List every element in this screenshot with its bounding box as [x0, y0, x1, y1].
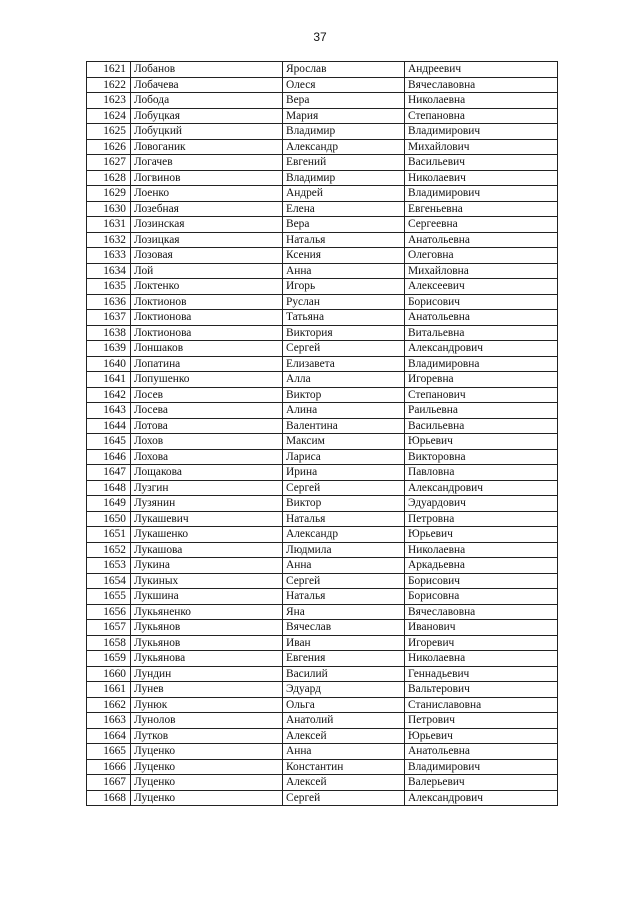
table-row [87, 434, 558, 450]
first-name-cell: Ольга [283, 697, 405, 713]
last-name-cell: Лунюк [131, 697, 283, 713]
row-number-cell: 1662 [87, 697, 131, 713]
row-number-cell: 1623 [87, 93, 131, 109]
first-name-cell: Алла [283, 372, 405, 388]
patronymic-cell: Юрьевич [405, 527, 558, 543]
patronymic-cell: Николаевич [405, 170, 558, 186]
first-name-cell: Лариса [283, 449, 405, 465]
last-name-cell: Луценко [131, 759, 283, 775]
last-name-cell: Логвинов [131, 170, 283, 186]
patronymic-cell: Андреевич [405, 62, 558, 78]
first-name-cell: Вера [283, 93, 405, 109]
last-name-cell: Лой [131, 263, 283, 279]
row-number-cell: 1667 [87, 775, 131, 791]
row-number-cell: 1646 [87, 449, 131, 465]
table-row [87, 682, 558, 698]
patronymic-cell: Владимирович [405, 186, 558, 202]
first-name-cell: Иван [283, 635, 405, 651]
first-name-cell: Александр [283, 139, 405, 155]
last-name-cell: Лутков [131, 728, 283, 744]
table-row [87, 620, 558, 636]
row-number-cell: 1645 [87, 434, 131, 450]
patronymic-cell: Витальевна [405, 325, 558, 341]
row-number-cell: 1621 [87, 62, 131, 78]
row-number-cell: 1648 [87, 480, 131, 496]
last-name-cell: Лукьянов [131, 620, 283, 636]
row-number-cell: 1625 [87, 124, 131, 140]
row-number-cell: 1629 [87, 186, 131, 202]
first-name-cell: Мария [283, 108, 405, 124]
row-number-cell: 1668 [87, 790, 131, 806]
patronymic-cell: Михайловна [405, 263, 558, 279]
first-name-cell: Игорь [283, 279, 405, 295]
row-number-cell: 1622 [87, 77, 131, 93]
table-row [87, 542, 558, 558]
patronymic-cell: Анатольевна [405, 232, 558, 248]
first-name-cell: Евгения [283, 651, 405, 667]
table-row [87, 263, 558, 279]
patronymic-cell: Михайлович [405, 139, 558, 155]
patronymic-cell: Александрович [405, 480, 558, 496]
row-number-cell: 1636 [87, 294, 131, 310]
last-name-cell: Лукашова [131, 542, 283, 558]
first-name-cell: Сергей [283, 341, 405, 357]
patronymic-cell: Александрович [405, 790, 558, 806]
table-row [87, 387, 558, 403]
first-name-cell: Вера [283, 217, 405, 233]
page-number: 37 [313, 30, 327, 44]
patronymic-cell: Валерьевич [405, 775, 558, 791]
first-name-cell: Наталья [283, 589, 405, 605]
table-row [87, 356, 558, 372]
patronymic-cell: Борисовна [405, 589, 558, 605]
row-number-cell: 1653 [87, 558, 131, 574]
last-name-cell: Лобуцкая [131, 108, 283, 124]
last-name-cell: Локтионов [131, 294, 283, 310]
table-row [87, 790, 558, 806]
row-number-cell: 1663 [87, 713, 131, 729]
first-name-cell: Эдуард [283, 682, 405, 698]
table-row [87, 341, 558, 357]
last-name-cell: Лобуцкий [131, 124, 283, 140]
patronymic-cell: Вячеславовна [405, 604, 558, 620]
table-row [87, 527, 558, 543]
first-name-cell: Олеся [283, 77, 405, 93]
row-number-cell: 1637 [87, 310, 131, 326]
first-name-cell: Ярослав [283, 62, 405, 78]
last-name-cell: Луценко [131, 744, 283, 760]
last-name-cell: Лукина [131, 558, 283, 574]
first-name-cell: Алексей [283, 728, 405, 744]
first-name-cell: Виктор [283, 496, 405, 512]
row-number-cell: 1664 [87, 728, 131, 744]
patronymic-cell: Сергеевна [405, 217, 558, 233]
first-name-cell: Анатолий [283, 713, 405, 729]
table-row [87, 325, 558, 341]
last-name-cell: Лунев [131, 682, 283, 698]
table-row [87, 139, 558, 155]
row-number-cell: 1640 [87, 356, 131, 372]
last-name-cell: Лосева [131, 403, 283, 419]
table-row [87, 604, 558, 620]
first-name-cell: Константин [283, 759, 405, 775]
patronymic-cell: Алексеевич [405, 279, 558, 295]
table-row [87, 403, 558, 419]
first-name-cell: Александр [283, 527, 405, 543]
row-number-cell: 1635 [87, 279, 131, 295]
first-name-cell: Андрей [283, 186, 405, 202]
row-number-cell: 1638 [87, 325, 131, 341]
patronymic-cell: Юрьевич [405, 434, 558, 450]
table-row [87, 558, 558, 574]
row-number-cell: 1665 [87, 744, 131, 760]
row-number-cell: 1627 [87, 155, 131, 171]
table-row [87, 248, 558, 264]
last-name-cell: Лопатина [131, 356, 283, 372]
table-row [87, 294, 558, 310]
last-name-cell: Лоншаков [131, 341, 283, 357]
table-row [87, 713, 558, 729]
first-name-cell: Владимир [283, 170, 405, 186]
table-row [87, 62, 558, 78]
patronymic-cell: Анатольевна [405, 310, 558, 326]
table-row [87, 496, 558, 512]
row-number-cell: 1651 [87, 527, 131, 543]
patronymic-cell: Петровна [405, 511, 558, 527]
patronymic-cell: Олеговна [405, 248, 558, 264]
last-name-cell: Лозебная [131, 201, 283, 217]
patronymic-cell: Николаевна [405, 93, 558, 109]
last-name-cell: Лобанов [131, 62, 283, 78]
patronymic-cell: Владимирович [405, 759, 558, 775]
table-row [87, 465, 558, 481]
row-number-cell: 1654 [87, 573, 131, 589]
patronymic-cell: Петрович [405, 713, 558, 729]
table-row [87, 155, 558, 171]
first-name-cell: Яна [283, 604, 405, 620]
names-table-body [87, 62, 558, 806]
table-row [87, 93, 558, 109]
first-name-cell: Ирина [283, 465, 405, 481]
last-name-cell: Лотова [131, 418, 283, 434]
table-row [87, 186, 558, 202]
row-number-cell: 1666 [87, 759, 131, 775]
patronymic-cell: Александрович [405, 341, 558, 357]
table-row [87, 635, 558, 651]
table-row [87, 744, 558, 760]
last-name-cell: Лукьяненко [131, 604, 283, 620]
last-name-cell: Лосев [131, 387, 283, 403]
last-name-cell: Лукиных [131, 573, 283, 589]
last-name-cell: Лукашевич [131, 511, 283, 527]
last-name-cell: Луценко [131, 790, 283, 806]
first-name-cell: Наталья [283, 232, 405, 248]
table-row [87, 728, 558, 744]
last-name-cell: Лоенко [131, 186, 283, 202]
first-name-cell: Анна [283, 744, 405, 760]
last-name-cell: Луценко [131, 775, 283, 791]
patronymic-cell: Игоревна [405, 372, 558, 388]
patronymic-cell: Николаевна [405, 651, 558, 667]
first-name-cell: Владимир [283, 124, 405, 140]
table-row [87, 775, 558, 791]
last-name-cell: Лохов [131, 434, 283, 450]
first-name-cell: Евгений [283, 155, 405, 171]
row-number-cell: 1634 [87, 263, 131, 279]
last-name-cell: Лукьянова [131, 651, 283, 667]
table-row [87, 108, 558, 124]
patronymic-cell: Васильевич [405, 155, 558, 171]
last-name-cell: Лузянин [131, 496, 283, 512]
patronymic-cell: Станиславовна [405, 697, 558, 713]
first-name-cell: Алексей [283, 775, 405, 791]
first-name-cell: Сергей [283, 573, 405, 589]
patronymic-cell: Эдуардович [405, 496, 558, 512]
last-name-cell: Лохова [131, 449, 283, 465]
table-row [87, 170, 558, 186]
patronymic-cell: Владимировна [405, 356, 558, 372]
last-name-cell: Лузгин [131, 480, 283, 496]
first-name-cell: Елена [283, 201, 405, 217]
patronymic-cell: Геннадьевич [405, 666, 558, 682]
last-name-cell: Локтенко [131, 279, 283, 295]
patronymic-cell: Раильевна [405, 403, 558, 419]
patronymic-cell: Иванович [405, 620, 558, 636]
row-number-cell: 1656 [87, 604, 131, 620]
table-row [87, 666, 558, 682]
table-row [87, 511, 558, 527]
patronymic-cell: Игоревич [405, 635, 558, 651]
table-row [87, 697, 558, 713]
last-name-cell: Локтионова [131, 310, 283, 326]
table-row [87, 418, 558, 434]
last-name-cell: Лопушенко [131, 372, 283, 388]
last-name-cell: Логачев [131, 155, 283, 171]
row-number-cell: 1658 [87, 635, 131, 651]
table-row [87, 589, 558, 605]
first-name-cell: Руслан [283, 294, 405, 310]
first-name-cell: Василий [283, 666, 405, 682]
row-number-cell: 1631 [87, 217, 131, 233]
last-name-cell: Лукшина [131, 589, 283, 605]
names-table [86, 61, 558, 806]
first-name-cell: Сергей [283, 790, 405, 806]
last-name-cell: Лозовая [131, 248, 283, 264]
patronymic-cell: Степанович [405, 387, 558, 403]
patronymic-cell: Викторовна [405, 449, 558, 465]
patronymic-cell: Вячеславовна [405, 77, 558, 93]
first-name-cell: Елизавета [283, 356, 405, 372]
table-row [87, 124, 558, 140]
patronymic-cell: Николаевна [405, 542, 558, 558]
patronymic-cell: Борисович [405, 294, 558, 310]
patronymic-cell: Степановна [405, 108, 558, 124]
row-number-cell: 1632 [87, 232, 131, 248]
row-number-cell: 1660 [87, 666, 131, 682]
table-row [87, 232, 558, 248]
last-name-cell: Лобода [131, 93, 283, 109]
table-row [87, 372, 558, 388]
table-row [87, 201, 558, 217]
last-name-cell: Лобачева [131, 77, 283, 93]
first-name-cell: Анна [283, 263, 405, 279]
row-number-cell: 1659 [87, 651, 131, 667]
first-name-cell: Людмила [283, 542, 405, 558]
first-name-cell: Виктор [283, 387, 405, 403]
row-number-cell: 1624 [87, 108, 131, 124]
table-row [87, 573, 558, 589]
row-number-cell: 1655 [87, 589, 131, 605]
row-number-cell: 1647 [87, 465, 131, 481]
first-name-cell: Валентина [283, 418, 405, 434]
last-name-cell: Ловоганик [131, 139, 283, 155]
last-name-cell: Лукашенко [131, 527, 283, 543]
row-number-cell: 1630 [87, 201, 131, 217]
row-number-cell: 1661 [87, 682, 131, 698]
row-number-cell: 1643 [87, 403, 131, 419]
first-name-cell: Виктория [283, 325, 405, 341]
first-name-cell: Татьяна [283, 310, 405, 326]
table-row [87, 310, 558, 326]
row-number-cell: 1642 [87, 387, 131, 403]
patronymic-cell: Васильевна [405, 418, 558, 434]
first-name-cell: Сергей [283, 480, 405, 496]
last-name-cell: Лозинская [131, 217, 283, 233]
row-number-cell: 1652 [87, 542, 131, 558]
row-number-cell: 1626 [87, 139, 131, 155]
table-row [87, 449, 558, 465]
first-name-cell: Наталья [283, 511, 405, 527]
patronymic-cell: Юрьевич [405, 728, 558, 744]
first-name-cell: Анна [283, 558, 405, 574]
table-row [87, 651, 558, 667]
row-number-cell: 1644 [87, 418, 131, 434]
row-number-cell: 1628 [87, 170, 131, 186]
row-number-cell: 1649 [87, 496, 131, 512]
patronymic-cell: Евгеньевна [405, 201, 558, 217]
table-row [87, 77, 558, 93]
first-name-cell: Алина [283, 403, 405, 419]
patronymic-cell: Аркадьевна [405, 558, 558, 574]
row-number-cell: 1650 [87, 511, 131, 527]
table-row [87, 759, 558, 775]
first-name-cell: Максим [283, 434, 405, 450]
last-name-cell: Лундин [131, 666, 283, 682]
last-name-cell: Локтионова [131, 325, 283, 341]
last-name-cell: Лозицкая [131, 232, 283, 248]
table-row [87, 480, 558, 496]
last-name-cell: Лукьянов [131, 635, 283, 651]
first-name-cell: Ксения [283, 248, 405, 264]
table-row [87, 217, 558, 233]
patronymic-cell: Вальтерович [405, 682, 558, 698]
patronymic-cell: Павловна [405, 465, 558, 481]
last-name-cell: Лунолов [131, 713, 283, 729]
first-name-cell: Вячеслав [283, 620, 405, 636]
row-number-cell: 1633 [87, 248, 131, 264]
row-number-cell: 1657 [87, 620, 131, 636]
patronymic-cell: Анатольевна [405, 744, 558, 760]
last-name-cell: Лощакова [131, 465, 283, 481]
patronymic-cell: Владимирович [405, 124, 558, 140]
table-row [87, 279, 558, 295]
row-number-cell: 1639 [87, 341, 131, 357]
patronymic-cell: Борисович [405, 573, 558, 589]
row-number-cell: 1641 [87, 372, 131, 388]
